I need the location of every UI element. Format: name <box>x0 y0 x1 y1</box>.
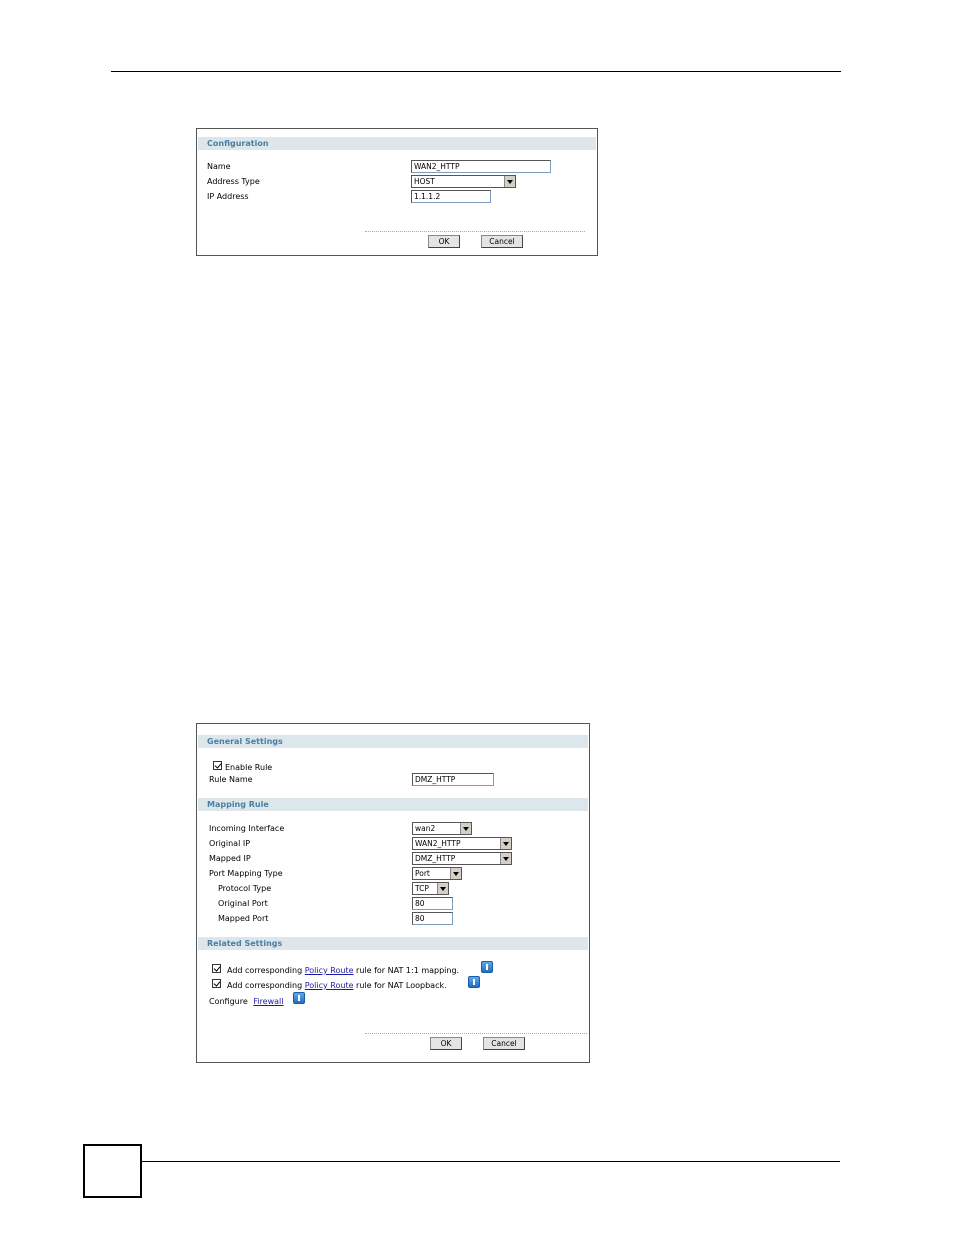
incoming-interface-value: wan2 <box>415 824 436 833</box>
address-type-select[interactable] <box>411 175 516 188</box>
button-divider <box>365 231 585 232</box>
footer-rule <box>140 1161 840 1162</box>
rule-name-input[interactable]: DMZ_HTTP <box>412 773 494 786</box>
original-ip-select[interactable] <box>412 837 512 850</box>
port-mapping-type-select[interactable] <box>412 867 462 880</box>
header-rule <box>111 71 841 72</box>
name-input[interactable]: WAN2_HTTP <box>411 160 551 173</box>
page-number-box <box>83 1144 142 1198</box>
button-divider <box>365 1033 587 1034</box>
nat11-suffix-text: rule for NAT 1:1 mapping. <box>356 966 460 975</box>
configuration-panel <box>196 128 598 256</box>
mapped-port-label: Mapped Port <box>218 914 269 923</box>
name-label: Name <box>207 162 231 171</box>
original-port-label: Original Port <box>218 899 268 908</box>
address-type-value: HOST <box>414 177 435 186</box>
chevron-down-icon <box>500 838 511 849</box>
enable-rule-label: Enable Rule <box>225 763 273 772</box>
original-ip-label: Original IP <box>209 839 251 848</box>
original-port-input[interactable]: 80 <box>412 897 453 910</box>
nat11-policy-route-text <box>227 966 459 976</box>
add-corresponding-text: Add corresponding <box>227 966 303 975</box>
protocol-type-label: Protocol Type <box>218 884 272 893</box>
related-settings-title: Related Settings <box>198 937 588 950</box>
rule-name-label: Rule Name <box>209 775 253 784</box>
protocol-type-select[interactable] <box>412 882 449 895</box>
enable-rule-checkbox[interactable] <box>213 761 222 770</box>
policy-route-link[interactable]: Policy Route <box>304 981 354 990</box>
port-mapping-type-value: Port <box>415 869 430 878</box>
mapped-ip-select[interactable] <box>412 852 512 865</box>
configure-firewall-text <box>209 997 284 1007</box>
chevron-down-icon <box>450 868 461 879</box>
ip-address-input[interactable]: 1.1.1.2 <box>411 190 491 203</box>
nat11-policy-route-checkbox[interactable] <box>212 964 221 973</box>
policy-route-link[interactable]: Policy Route <box>304 966 354 975</box>
mapped-port-input[interactable]: 80 <box>412 912 453 925</box>
loopback-suffix-text: rule for NAT Loopback. <box>356 981 447 990</box>
protocol-type-value: TCP <box>415 884 429 893</box>
incoming-interface-label: Incoming Interface <box>209 824 285 833</box>
firewall-link[interactable]: Firewall <box>253 997 284 1006</box>
address-type-label: Address Type <box>207 177 260 186</box>
cancel-button[interactable]: Cancel <box>483 1037 525 1050</box>
configure-label: Configure <box>209 997 248 1006</box>
original-ip-value: WAN2_HTTP <box>415 839 461 848</box>
configuration-section-title: Configuration <box>198 137 596 150</box>
mapping-rule-title: Mapping Rule <box>198 798 588 811</box>
mapped-ip-label: Mapped IP <box>209 854 251 863</box>
ok-button[interactable]: OK <box>430 1037 462 1050</box>
cancel-button[interactable]: Cancel <box>481 235 523 248</box>
add-corresponding-text: Add corresponding <box>227 981 303 990</box>
nat-loopback-policy-route-checkbox[interactable] <box>212 979 221 988</box>
mapped-ip-value: DMZ_HTTP <box>415 854 456 863</box>
incoming-interface-select[interactable] <box>412 822 472 835</box>
chevron-down-icon <box>460 823 471 834</box>
chevron-down-icon <box>504 176 515 187</box>
nat-loopback-policy-route-text <box>227 981 447 991</box>
general-settings-title: General Settings <box>198 735 588 748</box>
port-mapping-type-label: Port Mapping Type <box>209 869 283 878</box>
ip-address-label: IP Address <box>207 192 249 201</box>
chevron-down-icon <box>437 883 448 894</box>
chevron-down-icon <box>500 853 511 864</box>
info-icon[interactable] <box>293 992 305 1004</box>
info-icon[interactable] <box>481 961 493 973</box>
ok-button[interactable]: OK <box>428 235 460 248</box>
nat-rule-panel <box>196 723 590 1063</box>
info-icon[interactable] <box>468 976 480 988</box>
